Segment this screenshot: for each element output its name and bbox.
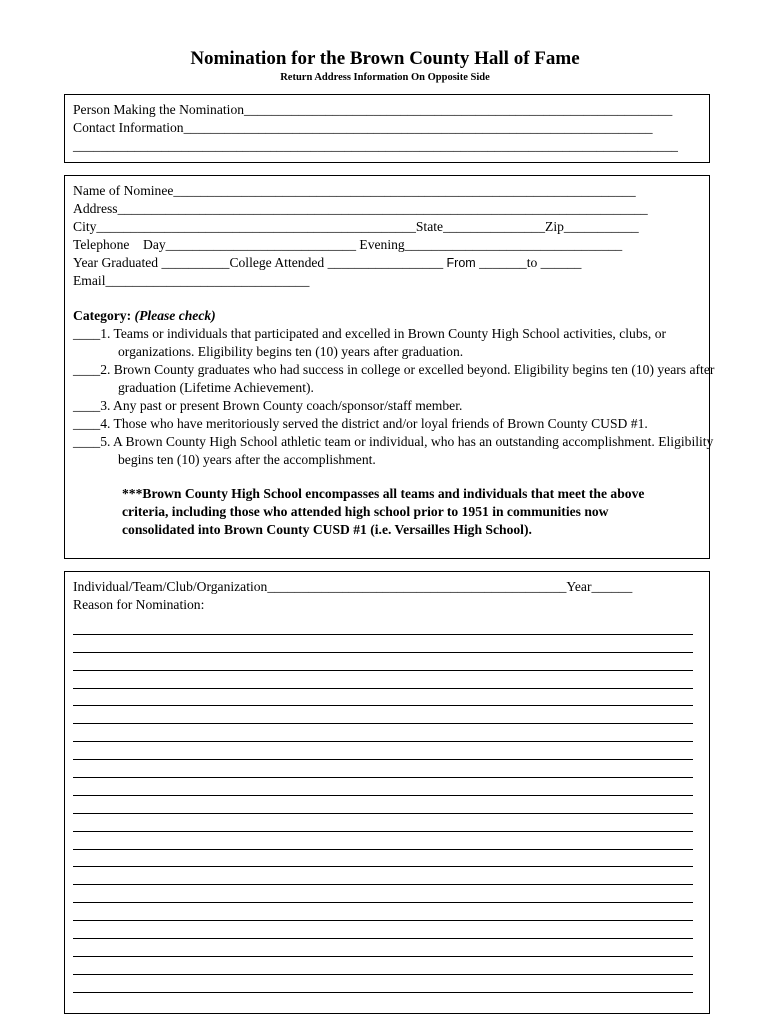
- reason-line[interactable]: [73, 671, 693, 689]
- to-label: to: [526, 255, 538, 270]
- reason-line[interactable]: [73, 778, 693, 796]
- reason-section: [64, 571, 710, 1014]
- college-label: College Attended: [229, 255, 325, 270]
- reason-line[interactable]: [73, 832, 693, 850]
- category-heading: Category: (Please check): [73, 308, 216, 323]
- evening-label: Evening: [359, 237, 405, 252]
- reason-line[interactable]: [73, 885, 693, 903]
- reason-line[interactable]: [73, 617, 693, 635]
- address-label: Address: [73, 201, 118, 216]
- year-graduated-label: Year Graduated: [73, 255, 159, 270]
- nominee-section: [64, 175, 715, 559]
- telephone-label: Telephone: [73, 237, 130, 252]
- eligibility-note: ***Brown County High School encompasses all teams and individuals that meet the above criteria, including those who attended high school prior to 1951 in communities now consolidated into Brown County CUSD #1 (i.e. Versailles High School).: [122, 486, 645, 537]
- organization-year-field[interactable]: Individual/Team/Club/Organization____________________________________________Year______: [73, 579, 633, 594]
- reason-line[interactable]: [73, 903, 693, 921]
- graduation-college-field[interactable]: Year Graduated __________College Attended _________________ From _______to ______: [73, 255, 582, 270]
- address-field[interactable]: Address______________________________________________________________________________: [73, 201, 648, 216]
- nominator-section: [64, 94, 710, 163]
- category-option-3[interactable]: ____3. Any past or present Brown County coach/sponsor/staff member.: [73, 398, 463, 413]
- form-title: Nomination for the Brown County Hall of Fame: [190, 48, 580, 69]
- reason-label: Reason for Nomination:: [73, 597, 205, 612]
- reason-writing-area[interactable]: [73, 617, 709, 993]
- reason-line[interactable]: [73, 814, 693, 832]
- category-option-1[interactable]: ____1. Teams or individuals that participated and excelled in Brown County High School activities, clubs, or organizations. Eligibility begins ten (10) years after graduation.: [73, 326, 667, 359]
- category-heading-note: (Please check): [134, 308, 216, 323]
- city-state-zip-field[interactable]: City_______________________________________________State_______________Zip___________: [73, 219, 639, 234]
- reason-line[interactable]: [73, 742, 693, 760]
- reason-line[interactable]: [73, 689, 693, 707]
- reason-line[interactable]: [73, 957, 693, 975]
- nominator-field[interactable]: Person Making the Nomination_______________________________________________________________: [73, 102, 673, 117]
- reason-line[interactable]: [73, 760, 693, 778]
- category-option-4[interactable]: ____4. Those who have meritoriously served the district and/or loyal friends of Brown County CUSD #1.: [73, 416, 648, 431]
- reason-line[interactable]: [73, 867, 693, 885]
- telephone-field[interactable]: Telephone Day____________________________ Evening________________________________: [73, 237, 623, 252]
- day-label: Day: [143, 237, 166, 252]
- city-label: City: [73, 219, 97, 234]
- category-option-2[interactable]: ____2. Brown County graduates who had success in college or excelled beyond. Eligibility begins ten (10) years after graduation (Lifetime Achievement).: [73, 362, 715, 395]
- reason-line[interactable]: [73, 706, 693, 724]
- zip-label: Zip: [545, 219, 564, 234]
- reason-line[interactable]: [73, 653, 693, 671]
- email-label: Email: [73, 273, 106, 288]
- year-label: Year: [566, 579, 592, 594]
- category-option-5[interactable]: ____5. A Brown County High School athletic team or individual, who has an outstanding accomplishment. Eligibility begins ten (10) years after the accomplishment.: [73, 434, 714, 467]
- reason-line[interactable]: [73, 939, 693, 957]
- nominee-name-label: Name of Nominee: [73, 183, 174, 198]
- reason-line[interactable]: [73, 975, 693, 993]
- nominator-label: Person Making the Nomination: [73, 102, 245, 117]
- contact-label: Contact Information: [73, 120, 184, 135]
- organization-label: Individual/Team/Club/Organization: [73, 579, 268, 594]
- reason-line[interactable]: [73, 921, 693, 939]
- from-label: From: [446, 256, 476, 270]
- email-field[interactable]: Email______________________________: [73, 273, 310, 288]
- reason-line[interactable]: [73, 850, 693, 868]
- nominee-name-field[interactable]: Name of Nominee____________________________________________________________________: [73, 183, 636, 198]
- reason-line[interactable]: [73, 796, 693, 814]
- contact-field-line2[interactable]: _________________________________________________________________________________________: [73, 138, 678, 153]
- state-label: State: [415, 219, 444, 234]
- reason-line[interactable]: [73, 635, 693, 653]
- contact-field[interactable]: Contact Information_____________________________________________________________________: [73, 120, 653, 135]
- reason-line[interactable]: [73, 724, 693, 742]
- form-subtitle: Return Address Information On Opposite Side: [280, 72, 490, 83]
